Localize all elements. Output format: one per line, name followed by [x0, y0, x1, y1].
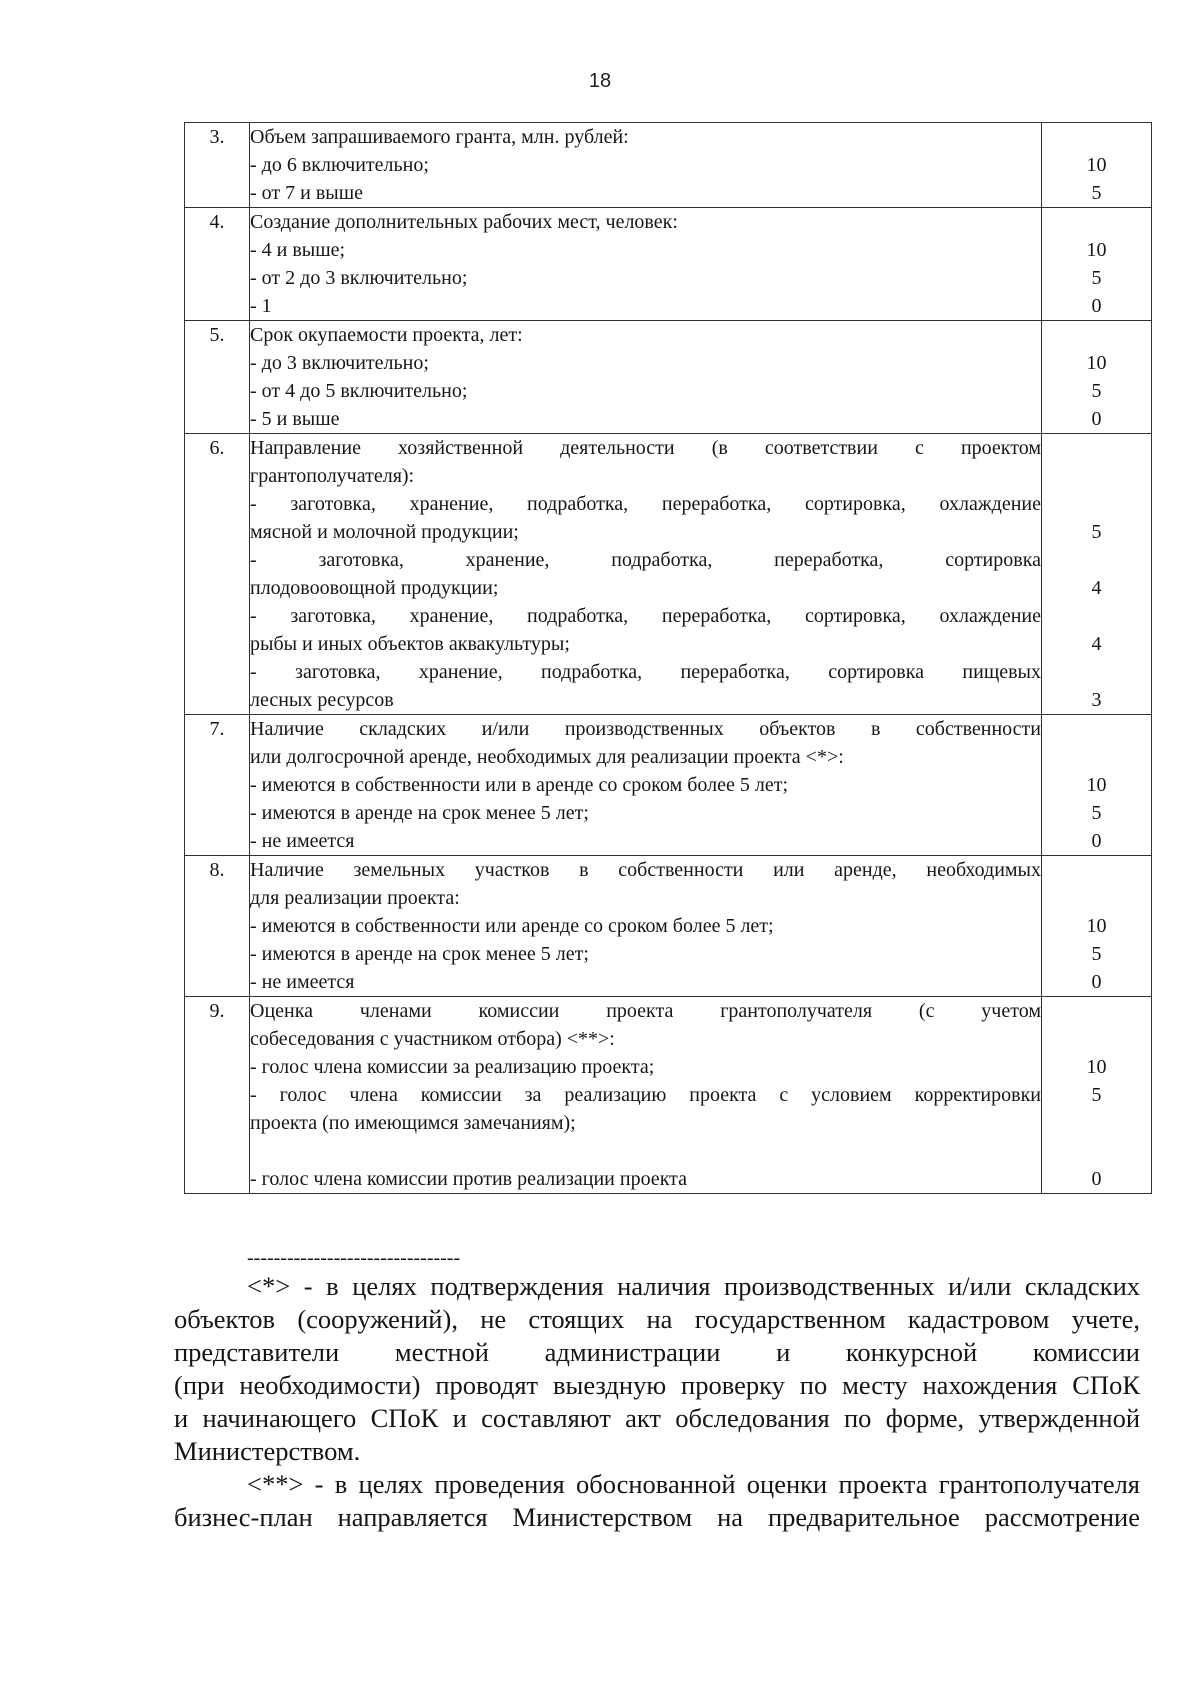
score-value: [1042, 123, 1151, 151]
score-value: 5: [1091, 380, 1102, 402]
criterion-line: - до 6 включительно;: [250, 154, 429, 176]
row-number: 5.: [185, 321, 250, 434]
score-value: 0: [1091, 971, 1102, 993]
score-value: [1042, 1109, 1151, 1137]
row-number: 9.: [185, 997, 250, 1194]
criterion-line: - от 2 до 3 включительно;: [250, 267, 468, 289]
footnote-line: (при необходимости) проводят выездную проверку по месту нахождения СПоК: [174, 1370, 1140, 1400]
criterion-text: [250, 434, 1042, 715]
criterion-text: [250, 997, 1042, 1194]
score-value: [1042, 1025, 1151, 1053]
criterion-text: [250, 856, 1042, 997]
score-value: 10: [1086, 352, 1107, 374]
score-value: [1042, 546, 1151, 574]
criterion-line: - до 3 включительно;: [250, 352, 429, 374]
criterion-text: [250, 715, 1042, 856]
criterion-text: [250, 321, 1042, 434]
footnotes: [174, 1242, 1140, 1534]
criterion-line: мясной и молочной продукции;: [250, 521, 519, 543]
row-number: 8.: [185, 856, 250, 997]
criterion-scores: [1042, 715, 1152, 856]
criterion-line: - 5 и выше: [250, 408, 340, 430]
page-number: 18: [588, 70, 612, 92]
score-value: 3: [1091, 689, 1102, 711]
score-value: [1042, 321, 1151, 349]
criterion-line: или долгосрочной аренде, необходимых для реализации проекта <*>:: [250, 746, 844, 768]
criterion-line: грантополучателя):: [250, 465, 415, 487]
criterion-line: - заготовка, хранение, подработка, переработка, сортировка, охлаждение: [250, 493, 1041, 515]
footnote-line: бизнес-план направляется Министерством на предварительное рассмотрение: [174, 1502, 1140, 1532]
score-value: [1042, 490, 1151, 518]
score-value: 0: [1091, 408, 1102, 430]
table-row: [185, 434, 1152, 715]
criterion-scores: [1042, 208, 1152, 321]
row-number: 6.: [185, 434, 250, 715]
table-row: [185, 856, 1152, 997]
footnote-line: объектов (сооружений), не стоящих на государственном кадастровом учете,: [174, 1304, 1140, 1334]
table-row: [185, 321, 1152, 434]
score-value: 5: [1091, 521, 1102, 543]
criterion-line: Срок окупаемости проекта, лет:: [250, 324, 523, 346]
footnote-container: [174, 1270, 1140, 1534]
footnote-line: Министерством.: [174, 1436, 361, 1466]
footnote-line: <**> - в целях проведения обоснованной оценки проекта грантополучателя: [247, 1469, 1140, 1499]
table-row: [185, 123, 1152, 208]
score-value: 0: [1091, 1168, 1102, 1190]
score-value: 10: [1086, 774, 1107, 796]
score-value: [1042, 743, 1151, 771]
score-value: 4: [1091, 633, 1102, 655]
criterion-line: - имеются в собственности или аренде со сроком более 5 лет;: [250, 915, 774, 937]
score-value: [1042, 884, 1151, 912]
score-value: 5: [1091, 267, 1102, 289]
criterion-line: проекта (по имеющимся замечаниям);: [250, 1112, 576, 1134]
criterion-line: Создание дополнительных рабочих мест, человек:: [250, 211, 678, 233]
row-number: 4.: [185, 208, 250, 321]
criterion-line: - заготовка, хранение, подработка, переработка, сортировка: [250, 549, 1041, 571]
criterion-line: - заготовка, хранение, подработка, переработка, сортировка пищевых: [250, 661, 1041, 683]
criterion-line: - не имеется: [250, 830, 355, 852]
criterion-line: - голос члена комиссии за реализацию проекта с условием корректировки: [250, 1084, 1041, 1106]
score-value: 5: [1091, 182, 1102, 204]
score-value: [1042, 1137, 1151, 1165]
criterion-line: - имеются в аренде на срок менее 5 лет;: [250, 802, 589, 824]
criterion-line: для реализации проекта:: [250, 887, 460, 909]
criterion-scores: [1042, 434, 1152, 715]
score-value: 10: [1086, 1056, 1107, 1078]
footnote-paragraph: [174, 1468, 1140, 1534]
criterion-line: Наличие земельных участков в собственности или аренде, необходимых: [250, 859, 1041, 881]
criterion-line: Наличие складских и/или производственных объектов в собственности: [250, 718, 1041, 740]
criterion-line: - 1: [250, 295, 272, 317]
criterion-line: плодовоовощной продукции;: [250, 577, 499, 599]
score-value: 5: [1091, 1084, 1102, 1106]
criterion-line: - не имеется: [250, 971, 355, 993]
score-value: 4: [1091, 577, 1102, 599]
footnote-paragraph: [174, 1270, 1140, 1468]
score-value: 5: [1091, 943, 1102, 965]
criterion-line: - голос члена комиссии против реализации проекта: [250, 1168, 688, 1190]
criterion-line: рыбы и иных объектов аквакультуры;: [250, 633, 570, 655]
criteria-table-body: [185, 123, 1152, 1194]
criterion-line: - от 4 до 5 включительно;: [250, 380, 468, 402]
score-value: [1042, 434, 1151, 462]
score-value: [1042, 208, 1151, 236]
row-number: 3.: [185, 123, 250, 208]
criterion-scores: [1042, 123, 1152, 208]
criterion-line: - имеются в собственности или в аренде со сроком более 5 лет;: [250, 774, 789, 796]
criterion-line: собеседования с участником отбора) <**>:: [250, 1028, 615, 1050]
criterion-line: Объем запрашиваемого гранта, млн. рублей:: [250, 126, 629, 148]
criterion-line: лесных ресурсов: [250, 689, 394, 711]
criterion-scores: [1042, 856, 1152, 997]
row-number: 7.: [185, 715, 250, 856]
score-value: [1042, 715, 1151, 743]
table-row: [185, 208, 1152, 321]
footnote-line: и начинающего СПоК и составляют акт обследования по форме, утвержденной: [174, 1403, 1140, 1433]
table-row: [185, 997, 1152, 1194]
score-value: [1042, 462, 1151, 490]
table-row: [185, 715, 1152, 856]
score-value: [1042, 658, 1151, 686]
score-value: 0: [1091, 295, 1102, 317]
criterion-scores: [1042, 321, 1152, 434]
criterion-text: [250, 123, 1042, 208]
score-value: 10: [1086, 154, 1107, 176]
score-value: 10: [1086, 915, 1107, 937]
criterion-line: - 4 и выше;: [250, 239, 346, 261]
score-value: 10: [1086, 239, 1107, 261]
criterion-line: - от 7 и выше: [250, 182, 363, 204]
criterion-scores: [1042, 997, 1152, 1194]
criterion-line: - голос члена комиссии за реализацию проекта;: [250, 1056, 655, 1078]
criterion-line: Направление хозяйственной деятельности (в соответствии с проектом: [250, 437, 1041, 459]
criterion-line: - имеются в аренде на срок менее 5 лет;: [250, 943, 589, 965]
score-value: [1042, 997, 1151, 1025]
score-value: 5: [1091, 802, 1102, 824]
criterion-text: [250, 208, 1042, 321]
criterion-line: [250, 1137, 1041, 1165]
criteria-table: [184, 122, 1152, 1194]
criterion-line: Оценка членами комиссии проекта грантополучателя (с учетом: [250, 1000, 1041, 1022]
footnote-line: представители местной администрации и конкурсной комиссии: [174, 1337, 1140, 1367]
score-value: [1042, 856, 1151, 884]
score-value: [1042, 602, 1151, 630]
score-value: 0: [1091, 830, 1102, 852]
criterion-line: - заготовка, хранение, подработка, переработка, сортировка, охлаждение: [250, 605, 1041, 627]
footnote-rule: --------------------------------: [247, 1247, 461, 1269]
footnote-line: <*> - в целях подтверждения наличия производственных и/или складских: [247, 1271, 1140, 1301]
